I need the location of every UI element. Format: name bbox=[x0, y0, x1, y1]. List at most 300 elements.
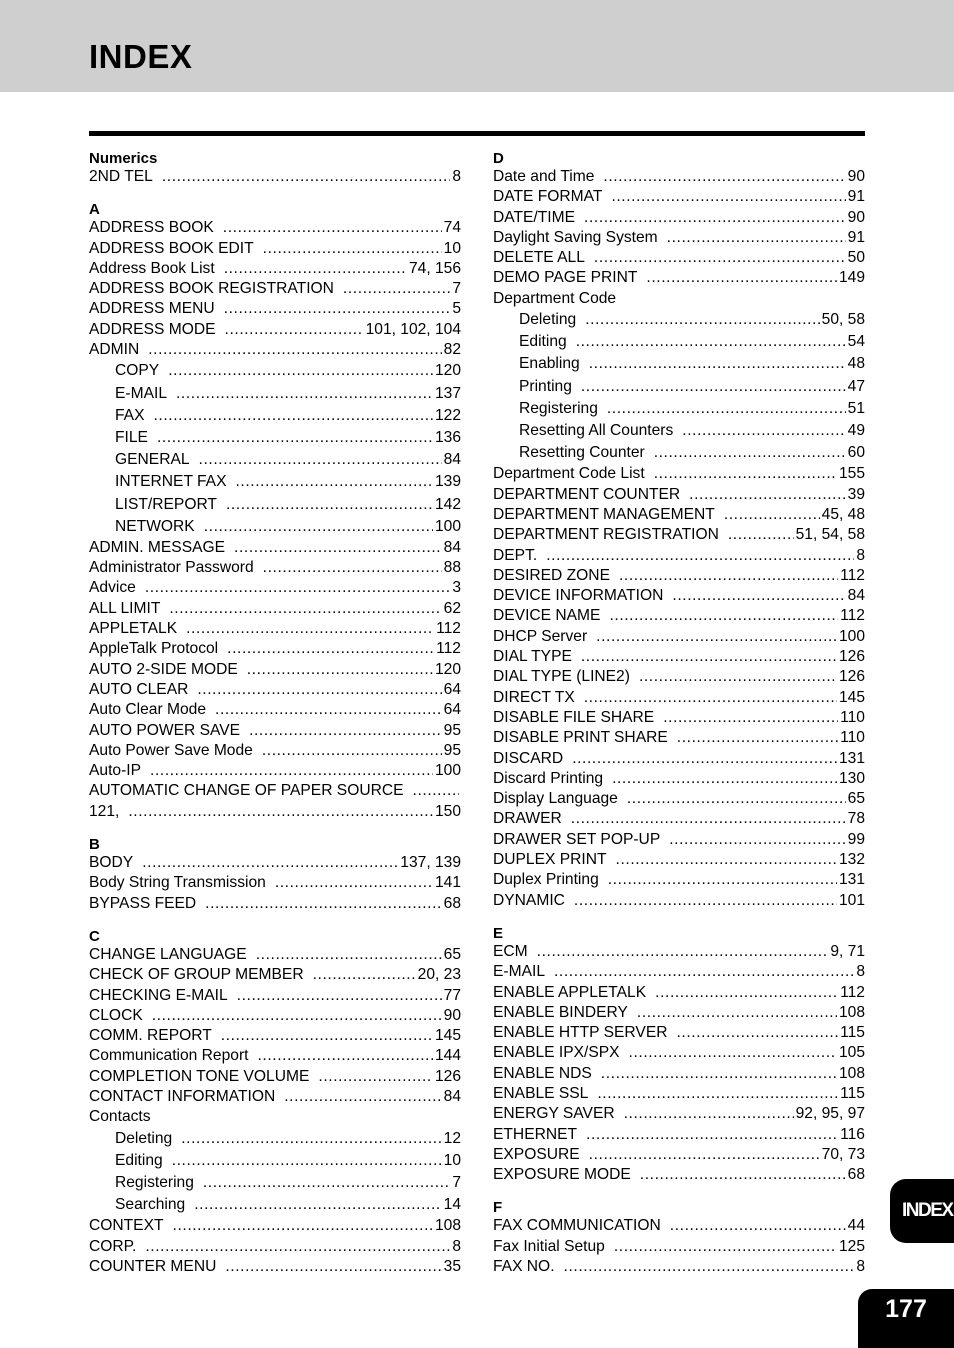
section-heading: A bbox=[89, 201, 100, 219]
index-entry[interactable] bbox=[89, 781, 461, 801]
index-entry[interactable] bbox=[89, 619, 461, 639]
dot-leader bbox=[672, 586, 845, 606]
index-subentry[interactable] bbox=[493, 331, 865, 353]
entry-term: DRAWER SET POP-UP bbox=[493, 830, 661, 848]
entry-pages[interactable]: 110 bbox=[840, 708, 865, 726]
entry-pages[interactable]: 54 bbox=[847, 333, 865, 351]
entry-term: AUTO POWER SAVE bbox=[89, 721, 241, 739]
index-subentry[interactable] bbox=[493, 309, 865, 331]
index-entry[interactable] bbox=[89, 538, 461, 558]
entry-pages[interactable]: 84 bbox=[847, 587, 865, 605]
entry-pages[interactable]: 74, 156 bbox=[408, 259, 461, 277]
entry-term: BODY bbox=[89, 854, 134, 872]
section-gap bbox=[89, 187, 461, 201]
index-subentry[interactable] bbox=[493, 398, 865, 420]
index-entry[interactable] bbox=[493, 1003, 865, 1023]
dot-leader bbox=[609, 606, 838, 626]
index-entry[interactable] bbox=[89, 680, 461, 700]
index-entry[interactable] bbox=[89, 167, 461, 187]
index-entry[interactable] bbox=[493, 983, 865, 1003]
index-entry[interactable] bbox=[493, 667, 865, 687]
entry-pages[interactable]: 20, 23 bbox=[417, 966, 461, 984]
dot-leader bbox=[594, 248, 846, 268]
entry-pages[interactable]: 137, 139 bbox=[400, 854, 461, 872]
entry-pages[interactable]: 3 bbox=[452, 579, 461, 597]
entry-pages[interactable]: 84 bbox=[443, 451, 461, 469]
entry-term: E-MAIL bbox=[493, 963, 545, 981]
entry-pages[interactable]: 126 bbox=[838, 668, 865, 686]
entry-pages[interactable]: 155 bbox=[838, 465, 865, 483]
index-entry[interactable] bbox=[89, 894, 461, 914]
index-entry[interactable] bbox=[493, 248, 865, 268]
dot-leader bbox=[197, 680, 441, 700]
section-gap bbox=[89, 914, 461, 928]
entry-pages[interactable]: 132 bbox=[838, 851, 865, 869]
index-entry[interactable] bbox=[89, 558, 461, 578]
entry-pages[interactable]: 7 bbox=[452, 280, 461, 298]
dot-leader bbox=[629, 1043, 837, 1063]
dot-leader bbox=[611, 187, 845, 207]
dot-leader bbox=[589, 353, 846, 375]
dot-leader bbox=[728, 525, 794, 545]
entry-term: AppleTalk Protocol bbox=[89, 640, 219, 658]
index-entry[interactable] bbox=[89, 1237, 461, 1257]
entry-term: APPLETALK bbox=[89, 620, 178, 638]
dot-leader bbox=[655, 983, 838, 1003]
index-subentry[interactable] bbox=[89, 1128, 461, 1150]
entry-pages[interactable]: 45, 48 bbox=[821, 505, 865, 523]
index-entry[interactable] bbox=[89, 299, 461, 319]
entry-term: DEPT. bbox=[493, 546, 538, 564]
entry-term: DIAL TYPE (LINE2) bbox=[493, 668, 630, 686]
index-entry[interactable] bbox=[493, 1145, 865, 1165]
entry-term: Fax Initial Setup bbox=[493, 1237, 605, 1255]
index-entry[interactable] bbox=[493, 268, 865, 288]
index-subentry[interactable] bbox=[493, 442, 865, 464]
index-entry[interactable] bbox=[493, 962, 865, 982]
entry-pages[interactable]: 88 bbox=[443, 559, 461, 577]
entry-term: AUTO CLEAR bbox=[89, 680, 189, 698]
entry-pages[interactable]: 110 bbox=[840, 729, 865, 747]
entry-pages[interactable]: 60 bbox=[847, 444, 865, 462]
entry-pages[interactable]: 112 bbox=[840, 566, 865, 584]
entry-pages[interactable]: 108 bbox=[838, 1064, 865, 1082]
entry-pages[interactable]: 65 bbox=[847, 790, 865, 808]
entry-term: COMM. REPORT bbox=[89, 1027, 212, 1045]
index-entry[interactable] bbox=[89, 660, 461, 680]
index-entry[interactable] bbox=[493, 1237, 865, 1257]
entry-pages[interactable]: 90 bbox=[847, 168, 865, 185]
section-heading: B bbox=[89, 836, 100, 854]
index-entry[interactable] bbox=[89, 965, 461, 985]
entry-pages[interactable]: 142 bbox=[434, 495, 461, 513]
entry-pages[interactable]: 9, 71 bbox=[830, 942, 865, 960]
index-subentry[interactable] bbox=[89, 405, 461, 427]
dot-leader bbox=[646, 268, 837, 288]
entry-pages[interactable]: 95 bbox=[443, 741, 461, 759]
entry-term: ADDRESS BOOK REGISTRATION bbox=[89, 280, 334, 298]
entry-term: CHECKING E-MAIL bbox=[89, 986, 228, 1004]
entry-pages[interactable]: 5 bbox=[452, 300, 461, 318]
index-entry[interactable] bbox=[493, 505, 865, 525]
entry-pages[interactable]: 99 bbox=[847, 830, 865, 848]
dot-leader bbox=[654, 442, 846, 464]
entry-pages[interactable]: 126 bbox=[434, 1067, 461, 1085]
entry-term: Printing bbox=[519, 377, 572, 395]
dot-leader bbox=[589, 1145, 820, 1165]
dot-leader bbox=[236, 471, 433, 493]
index-entry[interactable] bbox=[493, 809, 865, 829]
index-entry[interactable] bbox=[89, 700, 461, 720]
index-entry[interactable] bbox=[89, 599, 461, 619]
entry-pages[interactable]: 116 bbox=[840, 1125, 865, 1143]
index-subentry[interactable] bbox=[493, 420, 865, 442]
entry-pages[interactable]: 145 bbox=[434, 1027, 461, 1045]
entry-pages[interactable]: 120 bbox=[434, 362, 461, 380]
entry-pages[interactable]: 49 bbox=[847, 422, 865, 440]
entry-pages[interactable]: 44 bbox=[847, 1217, 865, 1235]
index-entry[interactable] bbox=[493, 1216, 865, 1236]
section-gap bbox=[493, 911, 865, 925]
index-entry[interactable] bbox=[493, 647, 865, 667]
index-entry[interactable] bbox=[493, 769, 865, 789]
entry-pages[interactable]: 108 bbox=[434, 1217, 461, 1235]
entry-pages[interactable]: 48 bbox=[847, 355, 865, 373]
index-side-tab[interactable]: INDEX bbox=[890, 1179, 954, 1243]
section-gap bbox=[493, 1185, 865, 1199]
entry-term: FAX NO. bbox=[493, 1258, 555, 1276]
entry-pages[interactable]: 101, 102, 104 bbox=[365, 320, 461, 338]
entry-pages[interactable]: 8 bbox=[856, 1258, 865, 1276]
entry-term: DHCP Server bbox=[493, 627, 588, 645]
index-entry[interactable] bbox=[493, 289, 865, 309]
dot-leader bbox=[616, 850, 837, 870]
entry-term: Communication Report bbox=[89, 1047, 249, 1065]
entry-pages[interactable]: 100 bbox=[434, 762, 461, 780]
entry-pages[interactable]: 90 bbox=[847, 208, 865, 226]
index-subentry[interactable] bbox=[89, 516, 461, 538]
index-subentry[interactable] bbox=[89, 383, 461, 405]
index-entry[interactable] bbox=[89, 1087, 461, 1107]
entry-pages[interactable]: 8 bbox=[452, 168, 461, 185]
entry-term: DEPARTMENT MANAGEMENT bbox=[493, 505, 715, 523]
index-entry[interactable] bbox=[89, 340, 461, 360]
index-entry[interactable] bbox=[89, 279, 461, 299]
index-subentry[interactable] bbox=[89, 1172, 461, 1194]
index-entry[interactable] bbox=[89, 1107, 461, 1127]
index-entry[interactable] bbox=[493, 942, 865, 962]
entry-pages[interactable]: 112 bbox=[840, 607, 865, 625]
entry-pages[interactable]: 50, 58 bbox=[821, 311, 865, 329]
index-entry[interactable] bbox=[493, 749, 865, 769]
index-entry[interactable] bbox=[89, 1006, 461, 1026]
entry-pages[interactable]: 62 bbox=[443, 599, 461, 617]
index-entry[interactable] bbox=[493, 1043, 865, 1063]
dot-leader bbox=[284, 1087, 441, 1107]
page-title: INDEX bbox=[89, 38, 193, 75]
index-entry[interactable] bbox=[89, 1216, 461, 1236]
index-subentry[interactable] bbox=[89, 449, 461, 471]
dot-leader bbox=[564, 1257, 855, 1277]
entry-pages[interactable]: 108 bbox=[838, 1003, 865, 1021]
entry-pages[interactable]: 78 bbox=[847, 810, 865, 828]
index-entry[interactable] bbox=[89, 1067, 461, 1087]
index-entry[interactable] bbox=[493, 228, 865, 248]
index-entry[interactable] bbox=[493, 627, 865, 647]
dot-leader bbox=[145, 578, 451, 598]
entry-pages[interactable]: 39 bbox=[847, 485, 865, 503]
index-entry[interactable] bbox=[493, 688, 865, 708]
dot-leader bbox=[554, 962, 854, 982]
entry-term: ECM bbox=[493, 942, 528, 960]
index-entry[interactable] bbox=[89, 873, 461, 893]
entry-pages[interactable]: 149 bbox=[838, 269, 865, 287]
dot-leader bbox=[663, 708, 838, 728]
dot-leader bbox=[237, 986, 442, 1006]
entry-pages[interactable]: 137 bbox=[434, 384, 461, 402]
dot-leader bbox=[608, 870, 837, 890]
dot-leader bbox=[614, 1237, 837, 1257]
dot-leader bbox=[224, 299, 451, 319]
index-entry[interactable] bbox=[493, 208, 865, 228]
entry-term: ADDRESS BOOK bbox=[89, 219, 214, 237]
entry-term: Enabling bbox=[519, 355, 580, 373]
index-entry[interactable] bbox=[89, 853, 461, 873]
dot-leader bbox=[227, 639, 434, 659]
dot-leader bbox=[689, 485, 846, 505]
index-entry[interactable] bbox=[89, 1257, 461, 1277]
section-gap bbox=[89, 822, 461, 836]
entry-pages[interactable]: 141 bbox=[434, 874, 461, 892]
entry-pages[interactable]: 91 bbox=[847, 228, 865, 246]
index-entry[interactable] bbox=[493, 1084, 865, 1104]
entry-pages[interactable]: 90 bbox=[443, 1006, 461, 1024]
dot-leader bbox=[597, 1084, 838, 1104]
index-entry[interactable] bbox=[493, 1023, 865, 1043]
index-entry[interactable] bbox=[89, 239, 461, 259]
dot-leader bbox=[640, 1165, 846, 1185]
index-entry[interactable] bbox=[493, 464, 865, 484]
index-entry[interactable] bbox=[493, 525, 865, 545]
index-subentry[interactable] bbox=[89, 494, 461, 516]
dot-leader bbox=[619, 566, 838, 586]
entry-term: BYPASS FEED bbox=[89, 894, 197, 912]
entry-pages[interactable]: 150 bbox=[434, 802, 461, 820]
index-entry[interactable] bbox=[493, 728, 865, 748]
dot-leader bbox=[176, 383, 433, 405]
entry-pages[interactable]: 7 bbox=[452, 1173, 461, 1191]
entry-term: FAX COMMUNICATION bbox=[493, 1217, 661, 1235]
entry-pages[interactable]: 50 bbox=[847, 249, 865, 267]
dot-leader bbox=[150, 761, 433, 781]
index-entry[interactable] bbox=[89, 741, 461, 761]
index-entry[interactable] bbox=[493, 167, 865, 187]
dot-leader bbox=[157, 427, 433, 449]
index-entry[interactable] bbox=[89, 1046, 461, 1066]
entry-pages[interactable]: 100 bbox=[838, 627, 865, 645]
index-entry[interactable] bbox=[493, 1165, 865, 1185]
dot-leader bbox=[413, 781, 459, 801]
index-entry[interactable] bbox=[89, 639, 461, 659]
index-subentry[interactable] bbox=[89, 471, 461, 493]
entry-term: ENABLE IPX/SPX bbox=[493, 1044, 620, 1062]
entry-pages[interactable]: 126 bbox=[838, 648, 865, 666]
entry-pages[interactable]: 112 bbox=[436, 640, 461, 658]
entry-pages[interactable]: 115 bbox=[840, 1024, 865, 1042]
entry-term: DELETE ALL bbox=[493, 249, 585, 267]
index-entry[interactable] bbox=[89, 802, 461, 822]
entry-term: ENERGY SAVER bbox=[493, 1105, 615, 1123]
index-subentry[interactable] bbox=[493, 353, 865, 375]
dot-leader bbox=[168, 360, 433, 382]
entry-term: Auto-IP bbox=[89, 762, 142, 780]
index-entry[interactable] bbox=[493, 187, 865, 207]
entry-term: DRAWER bbox=[493, 810, 562, 828]
index-entry[interactable] bbox=[89, 986, 461, 1006]
dot-leader bbox=[162, 167, 450, 187]
index-entry[interactable] bbox=[89, 721, 461, 741]
entry-pages[interactable]: 112 bbox=[840, 983, 865, 1001]
entry-pages[interactable]: 8 bbox=[856, 546, 865, 564]
dot-leader bbox=[225, 320, 364, 340]
entry-pages[interactable]: 64 bbox=[443, 701, 461, 719]
entry-pages[interactable]: 101 bbox=[838, 891, 865, 909]
entry-pages[interactable]: 144 bbox=[434, 1047, 461, 1065]
entry-pages[interactable]: 70, 73 bbox=[821, 1145, 865, 1163]
dot-leader bbox=[263, 239, 442, 259]
index-entry[interactable] bbox=[493, 891, 865, 911]
index-entry[interactable] bbox=[493, 566, 865, 586]
index-column-right bbox=[493, 150, 865, 1277]
entry-term: DESIRED ZONE bbox=[493, 566, 610, 584]
entry-pages[interactable]: 122 bbox=[434, 406, 461, 424]
entry-pages[interactable]: 64 bbox=[443, 680, 461, 698]
entry-pages[interactable]: 51 bbox=[847, 399, 865, 417]
entry-pages[interactable]: 95 bbox=[443, 721, 461, 739]
entry-pages[interactable]: 100 bbox=[434, 517, 461, 535]
entry-pages[interactable]: 92, 95, 97 bbox=[795, 1105, 865, 1123]
entry-pages[interactable]: 112 bbox=[436, 620, 461, 638]
entry-pages[interactable]: 8 bbox=[452, 1237, 461, 1255]
index-entry[interactable] bbox=[493, 1125, 865, 1145]
dot-leader bbox=[585, 309, 819, 331]
entry-pages[interactable]: 14 bbox=[443, 1196, 461, 1214]
index-entry[interactable] bbox=[89, 945, 461, 965]
index-subentry[interactable] bbox=[89, 427, 461, 449]
entry-pages[interactable]: 68 bbox=[443, 894, 461, 912]
entry-term: COMPLETION TONE VOLUME bbox=[89, 1067, 310, 1085]
entry-term: DEPARTMENT COUNTER bbox=[493, 485, 681, 503]
dot-leader bbox=[537, 942, 829, 962]
entry-term: Auto Power Save Mode bbox=[89, 741, 253, 759]
index-entry[interactable] bbox=[493, 789, 865, 809]
index-entry[interactable] bbox=[493, 708, 865, 728]
entry-pages[interactable]: 51, 54, 58 bbox=[795, 526, 865, 544]
entry-pages[interactable]: 74 bbox=[443, 219, 461, 237]
index-entry[interactable] bbox=[89, 259, 461, 279]
entry-term: ADDRESS MENU bbox=[89, 300, 215, 318]
entry-pages[interactable]: 84 bbox=[443, 1088, 461, 1105]
entry-pages[interactable]: 8 bbox=[856, 963, 865, 981]
index-subentry[interactable] bbox=[89, 360, 461, 382]
dot-leader bbox=[221, 1026, 433, 1046]
index-entry[interactable] bbox=[493, 586, 865, 606]
entry-pages[interactable]: 68 bbox=[847, 1166, 865, 1184]
entry-pages[interactable]: 130 bbox=[838, 769, 865, 787]
index-entry[interactable] bbox=[89, 320, 461, 340]
dot-leader bbox=[194, 1194, 441, 1216]
index-entry[interactable] bbox=[493, 1064, 865, 1084]
entry-pages[interactable]: 82 bbox=[443, 341, 461, 359]
index-entry[interactable] bbox=[493, 850, 865, 870]
entry-term: DIRECT TX bbox=[493, 688, 575, 706]
entry-pages[interactable]: 10 bbox=[443, 1151, 461, 1169]
dot-leader bbox=[145, 1237, 450, 1257]
index-entry[interactable] bbox=[493, 606, 865, 626]
section-heading: Numerics bbox=[89, 150, 158, 167]
entry-pages[interactable]: 131 bbox=[838, 871, 865, 889]
index-entry[interactable] bbox=[89, 1026, 461, 1046]
entry-pages[interactable]: 47 bbox=[847, 377, 865, 395]
entry-pages[interactable]: 139 bbox=[434, 473, 461, 491]
entry-pages[interactable]: 65 bbox=[443, 945, 461, 963]
index-entry[interactable] bbox=[493, 1257, 865, 1277]
index-entry[interactable] bbox=[493, 485, 865, 505]
entry-pages[interactable]: 136 bbox=[434, 428, 461, 446]
entry-pages[interactable]: 35 bbox=[443, 1257, 461, 1275]
entry-pages[interactable]: 12 bbox=[443, 1129, 461, 1147]
index-entry[interactable] bbox=[493, 830, 865, 850]
index-subentry[interactable] bbox=[89, 1194, 461, 1216]
dot-leader bbox=[256, 945, 442, 965]
entry-term: FILE bbox=[115, 428, 148, 446]
entry-pages[interactable]: 115 bbox=[840, 1085, 865, 1102]
entry-term: AUTOMATIC CHANGE OF PAPER SOURCE bbox=[89, 782, 404, 800]
entry-term: ENABLE BINDERY bbox=[493, 1003, 628, 1021]
entry-pages[interactable]: 125 bbox=[838, 1237, 865, 1255]
dot-leader bbox=[624, 1104, 794, 1124]
entry-term: ETHERNET bbox=[493, 1125, 578, 1143]
entry-term: Date and Time bbox=[493, 168, 595, 185]
entry-pages[interactable]: 84 bbox=[443, 538, 461, 556]
entry-pages[interactable]: 131 bbox=[838, 749, 865, 767]
dot-leader bbox=[204, 516, 433, 538]
dot-leader bbox=[226, 494, 433, 516]
entry-term: EXPOSURE bbox=[493, 1145, 580, 1163]
entry-pages[interactable]: 105 bbox=[838, 1044, 865, 1062]
index-entry[interactable] bbox=[89, 761, 461, 781]
dot-leader bbox=[223, 218, 442, 238]
index-entry[interactable] bbox=[493, 870, 865, 890]
index-entry[interactable] bbox=[89, 218, 461, 238]
entry-pages[interactable]: 91 bbox=[847, 188, 865, 206]
index-subentry[interactable] bbox=[89, 1150, 461, 1172]
entry-term: Advice bbox=[89, 579, 136, 597]
entry-pages[interactable]: 145 bbox=[838, 688, 865, 706]
index-subentry[interactable] bbox=[493, 376, 865, 398]
entry-term: Resetting Counter bbox=[519, 444, 645, 462]
entry-pages[interactable]: 120 bbox=[434, 660, 461, 678]
dot-leader bbox=[571, 809, 846, 829]
dot-leader bbox=[654, 464, 837, 484]
dot-leader bbox=[343, 279, 450, 299]
index-entry[interactable] bbox=[89, 578, 461, 598]
entry-pages[interactable]: 10 bbox=[443, 239, 461, 257]
entry-pages[interactable]: 77 bbox=[443, 986, 461, 1004]
index-entry[interactable] bbox=[493, 546, 865, 566]
entry-term: Editing bbox=[115, 1151, 163, 1169]
index-entry[interactable] bbox=[493, 1104, 865, 1124]
